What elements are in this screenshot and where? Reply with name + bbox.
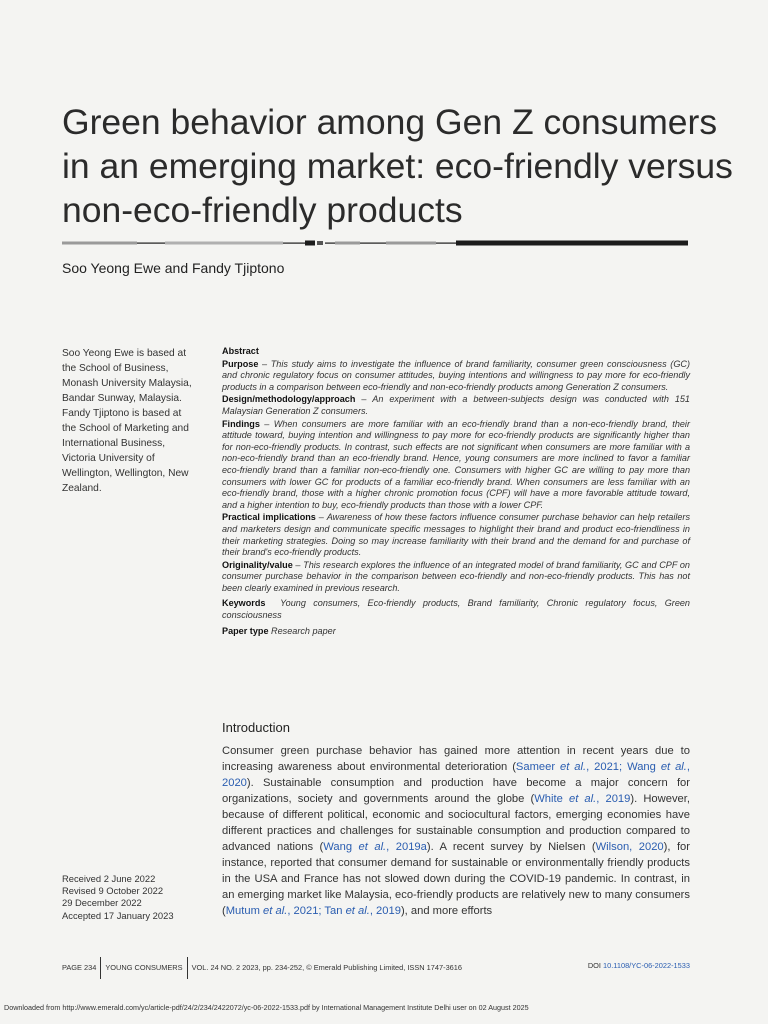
citation-link[interactable]: et al. (568, 793, 597, 805)
page-number: PAGE 234 (62, 962, 97, 972)
authors: Soo Yeong Ewe and Fandy Tjiptono (62, 260, 285, 276)
received-date: Received 2 June 2022 (62, 873, 156, 884)
revised-date-2: 29 December 2022 (62, 897, 142, 909)
author-affiliations: Soo Yeong Ewe is based at the School of Business, Monash University Malaysia, Bandar Sunway, Malaysia. Fandy Tjiptono is based at the School of Marketing and International Business, Victoria University of Wellington, Wellington, New Zealand. (62, 348, 192, 494)
citation-link[interactable]: Mutum (225, 905, 264, 917)
citation-link[interactable]: Wang (323, 841, 359, 853)
citation-link[interactable]: , 2021; Tan (287, 905, 346, 917)
citation-link[interactable]: Wilson, 2020 (595, 841, 664, 853)
intro-text: ). However, because of different political, economic and sociocultural factors, emerging economies have different practices and challenges for sustainable consumption and production compared to advanced nations ( (222, 793, 690, 853)
abstract-originality: Originality/value – This research explores the influence of an integrated model of brand familiarity, GC and CPF on consumer purchase behavior in the comparison between eco-friendly and non-eco-friendly products. This has not been clearly examined in previous research. (222, 559, 690, 593)
citation-link[interactable]: et al. (660, 761, 687, 773)
citation-link[interactable]: et al. (263, 905, 288, 917)
received-dates (62, 873, 202, 922)
citation-link[interactable]: , 2019a (386, 841, 427, 853)
abstract-implications: Practical implications – Awareness of how these factors influence consumer purchase behavior can help retailers and marketers design and communicate specific messages to highlight their brand and product eco-friendliness in their marketing strategies. Doing so may increase familiarity with their brand and the demand for and purchase of their brand's eco-friendly products. (222, 512, 691, 558)
journal-name: YOUNG CONSUMERS (105, 962, 183, 972)
paper-title (62, 100, 733, 232)
citation-link[interactable]: , 2019 (369, 905, 401, 917)
doi: DOI 10.1108/YC-06-2022-1533 (587, 961, 690, 970)
intro-text: ). Sustainable consumption and production have become a major concern for organizations, society and governments around the globe ( (222, 777, 690, 805)
abstract-paper-type: Paper type Research paper (222, 625, 336, 636)
volume-info: VOL. 24 NO. 2 2023, pp. 234-252, © Emerald Publishing Limited, ISSN 1747-3616 (191, 962, 463, 972)
title-line: in an emerging market: eco-friendly versus (62, 146, 733, 186)
title-line: Green behavior among Gen Z consumers (62, 102, 718, 142)
footer-separator (187, 957, 188, 979)
abstract-design: Design/methodology/approach – An experiment with a between-subjects design was conducted with 151 Malaysian Generation Z consumers. (222, 394, 690, 416)
citation-link[interactable]: et al. (358, 841, 387, 853)
abstract-heading: Abstract (222, 346, 259, 356)
accepted-date: Accepted 17 January 2023 (62, 909, 174, 921)
abstract-findings: Findings – When consumers are more familiar with an eco-friendly brand than a non-eco-friendly brand, their attitude toward, buying intention and willingness to pay more for eco-friendly products are significantly higher than for non-eco-friendly products. In contrast, such effects are not significant when consumers are more familiar with a non-eco-friendly brand than an eco-friendly brand. Hence, young consumers are more inclined to favor a familiar eco-friendly brand than a familiar non-eco-friendly one. Consumers with higher GC are willing to pay more than consumers with lower GC for products of a familiar eco-friendly brand. When consumers are less familiar with an eco-friendly brand, those with a higher chronic promotion focus (CPF) will have a more favorable attitude toward, and a higher intention to buy, eco-friendly products than those with a lower CPF. (222, 418, 690, 510)
introduction-body (222, 743, 690, 919)
title-line: non-eco-friendly products (62, 190, 463, 230)
citation-link[interactable]: , 2021; Wang (586, 761, 661, 773)
abstract-keywords: Keywords Young consumers, Eco-friendly products, Brand familiarity, Chronic regulatory focus, Green consciousness (222, 598, 690, 621)
intro-text: ), and more efforts (400, 905, 493, 917)
citation-link[interactable]: et al. (345, 905, 370, 917)
intro-text: ). A recent survey by Nielsen ( (426, 841, 596, 853)
introduction-heading: Introduction (222, 720, 290, 735)
citation-link[interactable]: Sameer (515, 761, 561, 773)
download-notice: Downloaded from http://www.emerald.com/yc/article-pdf/24/2/234/2422072/yc-06-2022-1533.pdf by International Management Institute Delhi user on 02 August 2025 (4, 1003, 529, 1012)
title-divider-rule (62, 240, 688, 246)
page-footer (62, 957, 690, 979)
abstract-purpose: Purpose – This study aims to investigate the influence of brand familiarity, consumer green consciousness (GC) and chronic regulatory focus on consumer attitudes, buying intentions and willingness to pay more for eco-friendly products in a comparison between eco-friendly and non-eco-friendly products among Generation Z consumers. (222, 358, 690, 392)
citation-link[interactable]: , 2019 (596, 793, 631, 805)
citation-link[interactable]: , 2020 (222, 761, 690, 789)
revised-date: Revised 9 October 2022 (62, 885, 164, 897)
doi-link[interactable]: 10.1108/YC-06-2022-1533 (603, 961, 690, 970)
citation-link[interactable]: White (534, 793, 569, 805)
footer-separator (100, 957, 101, 979)
abstract (222, 346, 690, 638)
citation-link[interactable]: et al. (560, 761, 587, 773)
intro-text: ), for instance, reported that consumer demand for sustainable or environmentally friendly products in the USA and France has not slowed down during the COVID-19 pandemic. In contrast, in an emerging market like Malaysia, eco-friendly products are relatively new to many consumers ( (222, 841, 690, 917)
intro-text: Consumer green purchase behavior has gained more attention in recent years due to increasing awareness about environmental deterioration ( (222, 745, 690, 773)
